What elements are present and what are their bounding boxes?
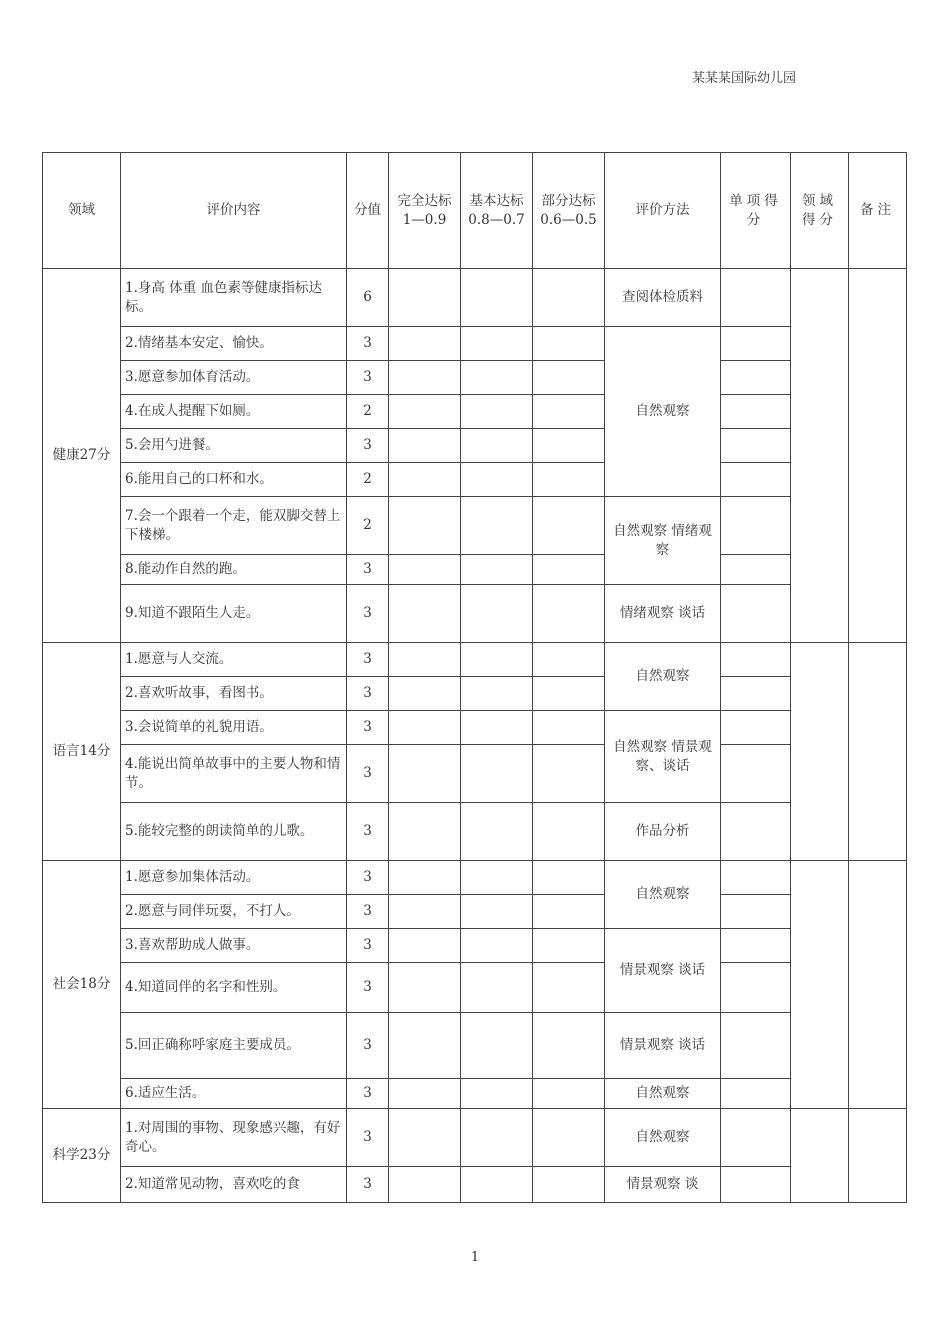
partial-cell[interactable] bbox=[533, 1109, 605, 1167]
partial-cell[interactable] bbox=[533, 711, 605, 745]
basic-cell[interactable] bbox=[461, 269, 533, 327]
full-cell[interactable] bbox=[389, 1079, 461, 1109]
item-score-cell[interactable] bbox=[721, 745, 791, 803]
table-row bbox=[43, 361, 907, 395]
partial-cell[interactable] bbox=[533, 643, 605, 677]
score-cell: 3 bbox=[347, 963, 389, 1013]
partial-cell[interactable] bbox=[533, 745, 605, 803]
header-item-score: 单项得分 bbox=[721, 153, 791, 269]
full-cell[interactable] bbox=[389, 895, 461, 929]
partial-cell[interactable] bbox=[533, 895, 605, 929]
content-cell: 4.知道同伴的名字和性别。 bbox=[121, 963, 347, 1013]
basic-cell[interactable] bbox=[461, 395, 533, 429]
basic-cell[interactable] bbox=[461, 861, 533, 895]
item-score-cell[interactable] bbox=[721, 1109, 791, 1167]
content-cell: 2.愿意与同伴玩耍，不打人。 bbox=[121, 895, 347, 929]
full-cell[interactable] bbox=[389, 1109, 461, 1167]
score-cell: 3 bbox=[347, 585, 389, 643]
header-partial: 部分达标 0.6—0.5 bbox=[533, 153, 605, 269]
basic-cell[interactable] bbox=[461, 963, 533, 1013]
score-cell: 3 bbox=[347, 861, 389, 895]
score-cell: 2 bbox=[347, 497, 389, 555]
table-row bbox=[43, 963, 907, 1013]
partial-cell[interactable] bbox=[533, 1167, 605, 1203]
domain-cell: 健康27分 bbox=[43, 269, 121, 643]
partial-cell[interactable] bbox=[533, 1013, 605, 1079]
table-row bbox=[43, 1167, 907, 1203]
content-cell: 1.身高 体重 血色素等健康指标达标。 bbox=[121, 269, 347, 327]
domain-score-cell[interactable] bbox=[791, 861, 849, 1109]
page-number: 1 bbox=[470, 1250, 480, 1265]
full-cell[interactable] bbox=[389, 395, 461, 429]
item-score-cell[interactable] bbox=[721, 395, 791, 429]
partial-cell[interactable] bbox=[533, 1079, 605, 1109]
item-score-cell[interactable] bbox=[721, 1167, 791, 1203]
content-cell: 1.愿意与人交流。 bbox=[121, 643, 347, 677]
table-row bbox=[43, 895, 907, 929]
method-cell: 自然观察 bbox=[605, 327, 721, 497]
basic-cell[interactable] bbox=[461, 585, 533, 643]
score-cell: 3 bbox=[347, 745, 389, 803]
table-row bbox=[43, 269, 907, 327]
item-score-cell[interactable] bbox=[721, 585, 791, 643]
remark-cell[interactable] bbox=[849, 861, 907, 1109]
item-score-cell[interactable] bbox=[721, 1013, 791, 1079]
header-method: 评价方法 bbox=[605, 153, 721, 269]
table-row bbox=[43, 395, 907, 429]
item-score-cell[interactable] bbox=[721, 429, 791, 463]
score-cell: 3 bbox=[347, 555, 389, 585]
score-cell: 3 bbox=[347, 643, 389, 677]
table-row bbox=[43, 497, 907, 555]
method-cell: 情绪观察 谈话 bbox=[605, 585, 721, 643]
method-cell: 情景观察 谈 bbox=[605, 1167, 721, 1203]
partial-cell[interactable] bbox=[533, 555, 605, 585]
partial-cell[interactable] bbox=[533, 429, 605, 463]
score-cell: 3 bbox=[347, 1013, 389, 1079]
method-cell: 自然观察 bbox=[605, 1079, 721, 1109]
content-cell: 7.会一个跟着一个走，能双脚交替上下楼梯。 bbox=[121, 497, 347, 555]
full-cell[interactable] bbox=[389, 711, 461, 745]
item-score-cell[interactable] bbox=[721, 895, 791, 929]
content-cell: 5.会用勺进餐。 bbox=[121, 429, 347, 463]
table-row bbox=[43, 745, 907, 803]
header-domain-score: 领域得分 bbox=[791, 153, 849, 269]
content-cell: 6.适应生活。 bbox=[121, 1079, 347, 1109]
full-cell[interactable] bbox=[389, 861, 461, 895]
score-cell: 2 bbox=[347, 463, 389, 497]
content-cell: 5.回正确称呼家庭主要成员。 bbox=[121, 1013, 347, 1079]
partial-cell[interactable] bbox=[533, 677, 605, 711]
score-cell: 3 bbox=[347, 803, 389, 861]
score-cell: 3 bbox=[347, 677, 389, 711]
content-cell: 1.愿意参加集体活动。 bbox=[121, 861, 347, 895]
domain-score-cell[interactable] bbox=[791, 1109, 849, 1203]
full-cell[interactable] bbox=[389, 803, 461, 861]
header-full: 完全达标 1—0.9 bbox=[389, 153, 461, 269]
basic-cell[interactable] bbox=[461, 1167, 533, 1203]
item-score-cell[interactable] bbox=[721, 861, 791, 895]
remark-cell[interactable] bbox=[849, 1109, 907, 1203]
method-cell: 自然观察 情景观察、谈话 bbox=[605, 711, 721, 803]
basic-cell[interactable] bbox=[461, 1013, 533, 1079]
header-remark: 备注 bbox=[849, 153, 907, 269]
table-row bbox=[43, 929, 907, 963]
method-cell: 查阅体检质料 bbox=[605, 269, 721, 327]
full-cell[interactable] bbox=[389, 745, 461, 803]
basic-cell[interactable] bbox=[461, 361, 533, 395]
partial-cell[interactable] bbox=[533, 803, 605, 861]
item-score-cell[interactable] bbox=[721, 1079, 791, 1109]
basic-cell[interactable] bbox=[461, 463, 533, 497]
score-cell: 3 bbox=[347, 711, 389, 745]
table-row bbox=[43, 1079, 907, 1109]
content-cell: 5.能较完整的朗读简单的儿歌。 bbox=[121, 803, 347, 861]
item-score-cell[interactable] bbox=[721, 361, 791, 395]
basic-cell[interactable] bbox=[461, 327, 533, 361]
basic-cell[interactable] bbox=[461, 677, 533, 711]
full-cell[interactable] bbox=[389, 643, 461, 677]
table-row bbox=[43, 429, 907, 463]
table-row bbox=[43, 711, 907, 745]
score-cell: 3 bbox=[347, 429, 389, 463]
method-cell: 自然观察 bbox=[605, 861, 721, 929]
method-cell: 自然观察 bbox=[605, 1109, 721, 1167]
full-cell[interactable] bbox=[389, 269, 461, 327]
partial-cell[interactable] bbox=[533, 861, 605, 895]
remark-cell[interactable] bbox=[849, 269, 907, 643]
basic-cell[interactable] bbox=[461, 1079, 533, 1109]
basic-cell[interactable] bbox=[461, 1109, 533, 1167]
table-row bbox=[43, 585, 907, 643]
full-cell[interactable] bbox=[389, 429, 461, 463]
score-cell: 3 bbox=[347, 929, 389, 963]
header-row bbox=[43, 153, 907, 269]
evaluation-table bbox=[42, 152, 907, 1203]
table-row bbox=[43, 643, 907, 677]
content-cell: 3.会说简单的礼貌用语。 bbox=[121, 711, 347, 745]
score-cell: 6 bbox=[347, 269, 389, 327]
score-cell: 3 bbox=[347, 1109, 389, 1167]
full-cell[interactable] bbox=[389, 361, 461, 395]
item-score-cell[interactable] bbox=[721, 269, 791, 327]
method-cell: 自然观察 bbox=[605, 643, 721, 711]
score-cell: 3 bbox=[347, 895, 389, 929]
method-cell: 作品分析 bbox=[605, 803, 721, 861]
organization-name: 某某某国际幼儿园 bbox=[692, 71, 797, 86]
header-score: 分值 bbox=[347, 153, 389, 269]
domain-cell: 科学23分 bbox=[43, 1109, 121, 1203]
item-score-cell[interactable] bbox=[721, 463, 791, 497]
content-cell: 6.能用自己的口杯和水。 bbox=[121, 463, 347, 497]
score-cell: 3 bbox=[347, 1079, 389, 1109]
header-domain: 领域 bbox=[43, 153, 121, 269]
full-cell[interactable] bbox=[389, 585, 461, 643]
partial-cell[interactable] bbox=[533, 585, 605, 643]
partial-cell[interactable] bbox=[533, 929, 605, 963]
content-cell: 4.在成人提醒下如厕。 bbox=[121, 395, 347, 429]
content-cell: 2.知道常见动物，喜欢吃的食 bbox=[121, 1167, 347, 1203]
basic-cell[interactable] bbox=[461, 929, 533, 963]
score-cell: 3 bbox=[347, 327, 389, 361]
item-score-cell[interactable] bbox=[721, 803, 791, 861]
partial-cell[interactable] bbox=[533, 327, 605, 361]
table-row bbox=[43, 463, 907, 497]
method-cell: 自然观察 情绪观察 bbox=[605, 497, 721, 585]
content-cell: 3.愿意参加体育活动。 bbox=[121, 361, 347, 395]
partial-cell[interactable] bbox=[533, 963, 605, 1013]
method-cell: 情景观察 谈话 bbox=[605, 1013, 721, 1079]
full-cell[interactable] bbox=[389, 963, 461, 1013]
table-row bbox=[43, 327, 907, 361]
basic-cell[interactable] bbox=[461, 803, 533, 861]
method-cell: 情景观察 谈话 bbox=[605, 929, 721, 1013]
content-cell: 8.能动作自然的跑。 bbox=[121, 555, 347, 585]
item-score-cell[interactable] bbox=[721, 327, 791, 361]
content-cell: 9.知道不跟陌生人走。 bbox=[121, 585, 347, 643]
table-row bbox=[43, 1013, 907, 1079]
table-row bbox=[43, 861, 907, 895]
table-row bbox=[43, 803, 907, 861]
domain-cell: 语言14分 bbox=[43, 643, 121, 861]
item-score-cell[interactable] bbox=[721, 711, 791, 745]
content-cell: 2.喜欢听故事，看图书。 bbox=[121, 677, 347, 711]
basic-cell[interactable] bbox=[461, 711, 533, 745]
full-cell[interactable] bbox=[389, 555, 461, 585]
item-score-cell[interactable] bbox=[721, 555, 791, 585]
basic-cell[interactable] bbox=[461, 497, 533, 555]
full-cell[interactable] bbox=[389, 1167, 461, 1203]
partial-cell[interactable] bbox=[533, 497, 605, 555]
score-cell: 3 bbox=[347, 361, 389, 395]
item-score-cell[interactable] bbox=[721, 929, 791, 963]
content-cell: 2.情绪基本安定、愉快。 bbox=[121, 327, 347, 361]
content-cell: 4.能说出简单故事中的主要人物和情节。 bbox=[121, 745, 347, 803]
score-cell: 2 bbox=[347, 395, 389, 429]
partial-cell[interactable] bbox=[533, 463, 605, 497]
item-score-cell[interactable] bbox=[721, 497, 791, 555]
header-basic: 基本达标 0.8—0.7 bbox=[461, 153, 533, 269]
item-score-cell[interactable] bbox=[721, 677, 791, 711]
table-row bbox=[43, 677, 907, 711]
full-cell[interactable] bbox=[389, 497, 461, 555]
partial-cell[interactable] bbox=[533, 395, 605, 429]
content-cell: 3.喜欢帮助成人做事。 bbox=[121, 929, 347, 963]
table-row bbox=[43, 1109, 907, 1167]
basic-cell[interactable] bbox=[461, 745, 533, 803]
basic-cell[interactable] bbox=[461, 643, 533, 677]
full-cell[interactable] bbox=[389, 327, 461, 361]
partial-cell[interactable] bbox=[533, 269, 605, 327]
item-score-cell[interactable] bbox=[721, 963, 791, 1013]
domain-score-cell[interactable] bbox=[791, 269, 849, 643]
full-cell[interactable] bbox=[389, 929, 461, 963]
full-cell[interactable] bbox=[389, 1013, 461, 1079]
basic-cell[interactable] bbox=[461, 895, 533, 929]
header-content: 评价内容 bbox=[121, 153, 347, 269]
remark-cell[interactable] bbox=[849, 643, 907, 861]
table-row bbox=[43, 555, 907, 585]
basic-cell[interactable] bbox=[461, 429, 533, 463]
full-cell[interactable] bbox=[389, 463, 461, 497]
item-score-cell[interactable] bbox=[721, 643, 791, 677]
partial-cell[interactable] bbox=[533, 361, 605, 395]
score-cell: 3 bbox=[347, 1167, 389, 1203]
domain-score-cell[interactable] bbox=[791, 643, 849, 861]
basic-cell[interactable] bbox=[461, 555, 533, 585]
content-cell: 1.对周围的事物、现象感兴趣，有好奇心。 bbox=[121, 1109, 347, 1167]
domain-cell: 社会18分 bbox=[43, 861, 121, 1109]
full-cell[interactable] bbox=[389, 677, 461, 711]
